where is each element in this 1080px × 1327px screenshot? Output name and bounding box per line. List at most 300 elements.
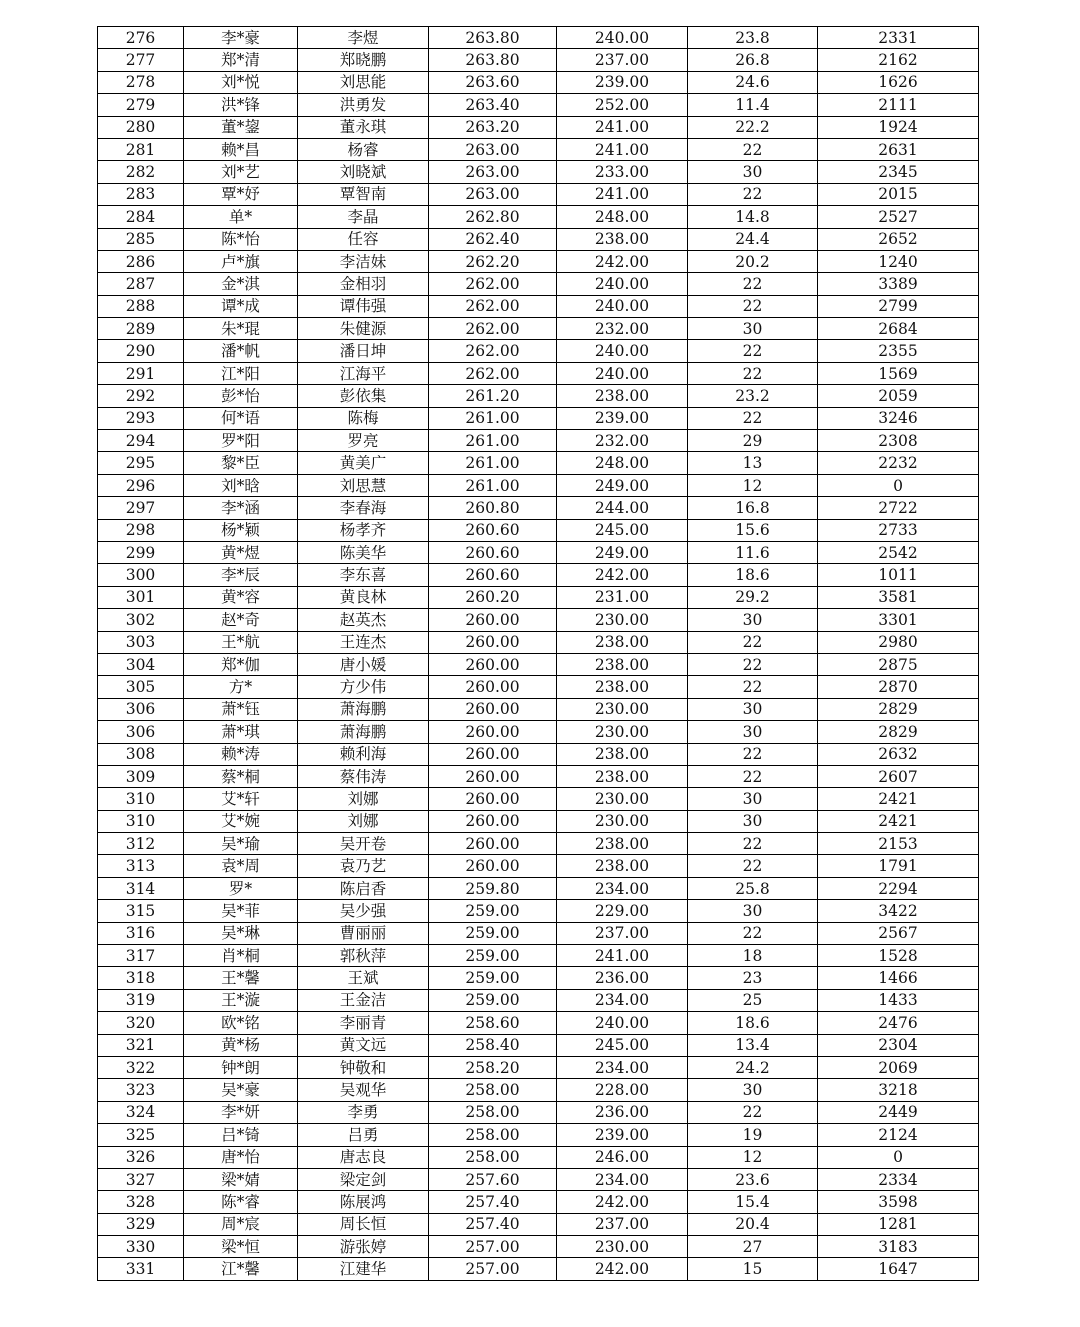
points-cell: 1791	[818, 855, 979, 877]
base-score-cell: 237.00	[557, 1213, 688, 1235]
table-row	[98, 945, 979, 967]
base-score-cell: 240.00	[557, 273, 688, 295]
points-cell: 2232	[818, 452, 979, 474]
points-cell: 2331	[818, 27, 979, 49]
total-score-cell: 263.20	[429, 116, 557, 138]
rank-cell: 296	[98, 474, 184, 496]
parent-name-cell: 陈启香	[298, 877, 429, 899]
table-row	[98, 698, 979, 720]
total-score-cell: 257.60	[429, 1168, 557, 1190]
total-score-cell: 260.00	[429, 676, 557, 698]
base-score-cell: 238.00	[557, 676, 688, 698]
student-name-cell: 艾*婉	[184, 810, 298, 832]
table-row	[98, 385, 979, 407]
table-row	[98, 295, 979, 317]
points-cell: 2308	[818, 430, 979, 452]
table-row	[98, 833, 979, 855]
rank-cell: 321	[98, 1034, 184, 1056]
total-score-cell: 261.00	[429, 430, 557, 452]
table-row	[98, 1034, 979, 1056]
bonus-score-cell: 11.4	[688, 94, 818, 116]
bonus-score-cell: 16.8	[688, 497, 818, 519]
table-row	[98, 1124, 979, 1146]
points-cell: 0	[818, 474, 979, 496]
rank-cell: 295	[98, 452, 184, 474]
parent-name-cell: 江建华	[298, 1258, 429, 1280]
student-name-cell: 艾*轩	[184, 788, 298, 810]
rank-cell: 331	[98, 1258, 184, 1280]
student-name-cell: 李*涵	[184, 497, 298, 519]
rank-cell: 287	[98, 273, 184, 295]
parent-name-cell: 朱健源	[298, 318, 429, 340]
base-score-cell: 233.00	[557, 161, 688, 183]
student-name-cell: 梁*婧	[184, 1168, 298, 1190]
bonus-score-cell: 22	[688, 183, 818, 205]
base-score-cell: 239.00	[557, 407, 688, 429]
bonus-score-cell: 30	[688, 609, 818, 631]
ranking-table-body	[98, 27, 979, 1281]
student-name-cell: 陈*睿	[184, 1191, 298, 1213]
bonus-score-cell: 22	[688, 631, 818, 653]
table-row	[98, 631, 979, 653]
base-score-cell: 248.00	[557, 452, 688, 474]
parent-name-cell: 杨孝齐	[298, 519, 429, 541]
points-cell: 3389	[818, 273, 979, 295]
rank-cell: 306	[98, 698, 184, 720]
parent-name-cell: 唐志良	[298, 1146, 429, 1168]
parent-name-cell: 李晶	[298, 206, 429, 228]
total-score-cell: 259.00	[429, 945, 557, 967]
base-score-cell: 238.00	[557, 631, 688, 653]
parent-name-cell: 陈美华	[298, 541, 429, 563]
parent-name-cell: 刘思慧	[298, 474, 429, 496]
total-score-cell: 262.00	[429, 340, 557, 362]
table-row	[98, 967, 979, 989]
bonus-score-cell: 24.2	[688, 1056, 818, 1078]
total-score-cell: 258.00	[429, 1124, 557, 1146]
base-score-cell: 242.00	[557, 1191, 688, 1213]
rank-cell: 282	[98, 161, 184, 183]
student-name-cell: 黄*杨	[184, 1034, 298, 1056]
student-name-cell: 江*阳	[184, 362, 298, 384]
total-score-cell: 258.40	[429, 1034, 557, 1056]
points-cell: 3422	[818, 900, 979, 922]
points-cell: 1466	[818, 967, 979, 989]
rank-cell: 310	[98, 810, 184, 832]
rank-cell: 304	[98, 653, 184, 675]
parent-name-cell: 李东喜	[298, 564, 429, 586]
parent-name-cell: 陈梅	[298, 407, 429, 429]
base-score-cell: 241.00	[557, 945, 688, 967]
bonus-score-cell: 30	[688, 698, 818, 720]
student-name-cell: 潘*帆	[184, 340, 298, 362]
rank-cell: 322	[98, 1056, 184, 1078]
rank-cell: 289	[98, 318, 184, 340]
bonus-score-cell: 27	[688, 1236, 818, 1258]
total-score-cell: 259.00	[429, 967, 557, 989]
points-cell: 1433	[818, 989, 979, 1011]
total-score-cell: 260.60	[429, 541, 557, 563]
points-cell: 1626	[818, 71, 979, 93]
points-cell: 2875	[818, 653, 979, 675]
rank-cell: 288	[98, 295, 184, 317]
bonus-score-cell: 30	[688, 161, 818, 183]
table-row	[98, 1101, 979, 1123]
table-row	[98, 1213, 979, 1235]
table-row	[98, 788, 979, 810]
base-score-cell: 240.00	[557, 295, 688, 317]
rank-cell: 299	[98, 541, 184, 563]
points-cell: 2449	[818, 1101, 979, 1123]
student-name-cell: 李*妍	[184, 1101, 298, 1123]
student-name-cell: 吴*瑜	[184, 833, 298, 855]
points-cell: 2733	[818, 519, 979, 541]
bonus-score-cell: 30	[688, 810, 818, 832]
points-cell: 1569	[818, 362, 979, 384]
parent-name-cell: 赖利海	[298, 743, 429, 765]
total-score-cell: 261.00	[429, 407, 557, 429]
base-score-cell: 238.00	[557, 385, 688, 407]
total-score-cell: 263.00	[429, 183, 557, 205]
parent-name-cell: 李勇	[298, 1101, 429, 1123]
bonus-score-cell: 24.6	[688, 71, 818, 93]
table-row	[98, 206, 979, 228]
table-row	[98, 407, 979, 429]
total-score-cell: 258.60	[429, 1012, 557, 1034]
parent-name-cell: 郭秋萍	[298, 945, 429, 967]
rank-cell: 327	[98, 1168, 184, 1190]
bonus-score-cell: 18.6	[688, 1012, 818, 1034]
rank-cell: 300	[98, 564, 184, 586]
points-cell: 2652	[818, 228, 979, 250]
student-name-cell: 吕*锜	[184, 1124, 298, 1146]
base-score-cell: 234.00	[557, 1168, 688, 1190]
points-cell: 2124	[818, 1124, 979, 1146]
parent-name-cell: 李煜	[298, 27, 429, 49]
parent-name-cell: 彭依集	[298, 385, 429, 407]
points-cell: 1528	[818, 945, 979, 967]
student-name-cell: 李*豪	[184, 27, 298, 49]
parent-name-cell: 游张婷	[298, 1236, 429, 1258]
parent-name-cell: 刘思能	[298, 71, 429, 93]
base-score-cell: 234.00	[557, 1056, 688, 1078]
points-cell: 3246	[818, 407, 979, 429]
bonus-score-cell: 30	[688, 1079, 818, 1101]
parent-name-cell: 李春海	[298, 497, 429, 519]
table-row	[98, 609, 979, 631]
total-score-cell: 259.00	[429, 989, 557, 1011]
bonus-score-cell: 23.8	[688, 27, 818, 49]
base-score-cell: 237.00	[557, 922, 688, 944]
points-cell: 1647	[818, 1258, 979, 1280]
base-score-cell: 240.00	[557, 27, 688, 49]
base-score-cell: 238.00	[557, 833, 688, 855]
table-row	[98, 1168, 979, 1190]
student-name-cell: 梁*恒	[184, 1236, 298, 1258]
parent-name-cell: 刘娜	[298, 810, 429, 832]
rank-cell: 326	[98, 1146, 184, 1168]
student-name-cell: 谭*成	[184, 295, 298, 317]
student-name-cell: 赖*涛	[184, 743, 298, 765]
base-score-cell: 240.00	[557, 362, 688, 384]
parent-name-cell: 黄良林	[298, 586, 429, 608]
student-name-cell: 黎*臣	[184, 452, 298, 474]
bonus-score-cell: 23	[688, 967, 818, 989]
bonus-score-cell: 24.4	[688, 228, 818, 250]
total-score-cell: 263.00	[429, 161, 557, 183]
points-cell: 2607	[818, 765, 979, 787]
student-name-cell: 罗*阳	[184, 430, 298, 452]
parent-name-cell: 吕勇	[298, 1124, 429, 1146]
parent-name-cell: 王金洁	[298, 989, 429, 1011]
student-name-cell: 覃*妤	[184, 183, 298, 205]
student-name-cell: 黄*煜	[184, 541, 298, 563]
total-score-cell: 257.40	[429, 1213, 557, 1235]
parent-name-cell: 梁定剑	[298, 1168, 429, 1190]
total-score-cell: 259.80	[429, 877, 557, 899]
parent-name-cell: 任容	[298, 228, 429, 250]
points-cell: 2980	[818, 631, 979, 653]
parent-name-cell: 黄美广	[298, 452, 429, 474]
base-score-cell: 240.00	[557, 340, 688, 362]
table-row	[98, 27, 979, 49]
base-score-cell: 237.00	[557, 49, 688, 71]
base-score-cell: 236.00	[557, 967, 688, 989]
rank-cell: 316	[98, 922, 184, 944]
base-score-cell: 236.00	[557, 1101, 688, 1123]
student-name-cell: 何*语	[184, 407, 298, 429]
base-score-cell: 241.00	[557, 183, 688, 205]
points-cell: 2015	[818, 183, 979, 205]
base-score-cell: 239.00	[557, 71, 688, 93]
rank-cell: 280	[98, 116, 184, 138]
parent-name-cell: 陈展鸿	[298, 1191, 429, 1213]
student-name-cell: 董*鋆	[184, 116, 298, 138]
total-score-cell: 260.00	[429, 631, 557, 653]
parent-name-cell: 袁乃艺	[298, 855, 429, 877]
bonus-score-cell: 15.6	[688, 519, 818, 541]
table-row	[98, 474, 979, 496]
points-cell: 2421	[818, 788, 979, 810]
rank-cell: 325	[98, 1124, 184, 1146]
base-score-cell: 230.00	[557, 609, 688, 631]
table-row	[98, 497, 979, 519]
points-cell: 2355	[818, 340, 979, 362]
total-score-cell: 260.00	[429, 765, 557, 787]
bonus-score-cell: 30	[688, 721, 818, 743]
rank-cell: 294	[98, 430, 184, 452]
table-row	[98, 877, 979, 899]
rank-cell: 315	[98, 900, 184, 922]
table-row	[98, 721, 979, 743]
table-row	[98, 586, 979, 608]
total-score-cell: 260.00	[429, 855, 557, 877]
points-cell: 0	[818, 1146, 979, 1168]
rank-cell: 285	[98, 228, 184, 250]
student-name-cell: 单*	[184, 206, 298, 228]
points-cell: 2476	[818, 1012, 979, 1034]
rank-cell: 281	[98, 138, 184, 160]
bonus-score-cell: 15	[688, 1258, 818, 1280]
parent-name-cell: 潘日坤	[298, 340, 429, 362]
points-cell: 2542	[818, 541, 979, 563]
parent-name-cell: 刘晓斌	[298, 161, 429, 183]
points-cell: 2162	[818, 49, 979, 71]
bonus-score-cell: 23.2	[688, 385, 818, 407]
rank-cell: 278	[98, 71, 184, 93]
rank-cell: 324	[98, 1101, 184, 1123]
parent-name-cell: 刘娜	[298, 788, 429, 810]
total-score-cell: 262.00	[429, 273, 557, 295]
total-score-cell: 263.00	[429, 138, 557, 160]
points-cell: 2304	[818, 1034, 979, 1056]
base-score-cell: 248.00	[557, 206, 688, 228]
base-score-cell: 230.00	[557, 810, 688, 832]
parent-name-cell: 方少伟	[298, 676, 429, 698]
total-score-cell: 262.40	[429, 228, 557, 250]
points-cell: 1924	[818, 116, 979, 138]
student-name-cell: 刘*晗	[184, 474, 298, 496]
rank-cell: 277	[98, 49, 184, 71]
student-name-cell: 江*馨	[184, 1258, 298, 1280]
rank-cell: 309	[98, 765, 184, 787]
rank-cell: 308	[98, 743, 184, 765]
rank-cell: 317	[98, 945, 184, 967]
points-cell: 1240	[818, 250, 979, 272]
student-name-cell: 方*	[184, 676, 298, 698]
bonus-score-cell: 29.2	[688, 586, 818, 608]
rank-cell: 298	[98, 519, 184, 541]
rank-cell: 290	[98, 340, 184, 362]
table-row	[98, 430, 979, 452]
student-name-cell: 萧*琪	[184, 721, 298, 743]
points-cell: 2632	[818, 743, 979, 765]
bonus-score-cell: 22	[688, 407, 818, 429]
table-row	[98, 810, 979, 832]
points-cell: 2567	[818, 922, 979, 944]
table-row	[98, 94, 979, 116]
student-name-cell: 萧*钰	[184, 698, 298, 720]
base-score-cell: 238.00	[557, 765, 688, 787]
total-score-cell: 262.20	[429, 250, 557, 272]
base-score-cell: 238.00	[557, 743, 688, 765]
points-cell: 2870	[818, 676, 979, 698]
table-row	[98, 250, 979, 272]
bonus-score-cell: 22	[688, 833, 818, 855]
bonus-score-cell: 12	[688, 474, 818, 496]
base-score-cell: 242.00	[557, 1258, 688, 1280]
base-score-cell: 245.00	[557, 519, 688, 541]
student-name-cell: 王*馨	[184, 967, 298, 989]
table-row	[98, 922, 979, 944]
total-score-cell: 259.00	[429, 922, 557, 944]
bonus-score-cell: 11.6	[688, 541, 818, 563]
bonus-score-cell: 13	[688, 452, 818, 474]
total-score-cell: 260.00	[429, 833, 557, 855]
student-name-cell: 陈*怡	[184, 228, 298, 250]
table-row	[98, 676, 979, 698]
table-row	[98, 541, 979, 563]
table-row	[98, 743, 979, 765]
table-row	[98, 138, 979, 160]
rank-cell: 286	[98, 250, 184, 272]
table-row	[98, 452, 979, 474]
total-score-cell: 260.00	[429, 810, 557, 832]
parent-name-cell: 黄文远	[298, 1034, 429, 1056]
base-score-cell: 238.00	[557, 855, 688, 877]
total-score-cell: 263.40	[429, 94, 557, 116]
rank-cell: 328	[98, 1191, 184, 1213]
total-score-cell: 258.00	[429, 1101, 557, 1123]
base-score-cell: 241.00	[557, 116, 688, 138]
parent-name-cell: 唐小媛	[298, 653, 429, 675]
parent-name-cell: 李洁妹	[298, 250, 429, 272]
base-score-cell: 230.00	[557, 788, 688, 810]
rank-cell: 314	[98, 877, 184, 899]
student-name-cell: 洪*锋	[184, 94, 298, 116]
parent-name-cell: 吴开卷	[298, 833, 429, 855]
base-score-cell: 234.00	[557, 989, 688, 1011]
total-score-cell: 263.60	[429, 71, 557, 93]
rank-cell: 284	[98, 206, 184, 228]
parent-name-cell: 郑晓鹏	[298, 49, 429, 71]
total-score-cell: 262.00	[429, 362, 557, 384]
total-score-cell: 261.20	[429, 385, 557, 407]
points-cell: 2799	[818, 295, 979, 317]
parent-name-cell: 董永琪	[298, 116, 429, 138]
total-score-cell: 260.00	[429, 698, 557, 720]
student-name-cell: 刘*悦	[184, 71, 298, 93]
base-score-cell: 238.00	[557, 228, 688, 250]
student-name-cell: 蔡*桐	[184, 765, 298, 787]
rank-cell: 312	[98, 833, 184, 855]
parent-name-cell: 江海平	[298, 362, 429, 384]
total-score-cell: 259.00	[429, 900, 557, 922]
base-score-cell: 234.00	[557, 877, 688, 899]
total-score-cell: 263.80	[429, 49, 557, 71]
rank-cell: 297	[98, 497, 184, 519]
total-score-cell: 258.00	[429, 1146, 557, 1168]
table-row	[98, 49, 979, 71]
parent-name-cell: 赵英杰	[298, 609, 429, 631]
total-score-cell: 260.80	[429, 497, 557, 519]
base-score-cell: 249.00	[557, 541, 688, 563]
table-row	[98, 340, 979, 362]
rank-cell: 303	[98, 631, 184, 653]
bonus-score-cell: 29	[688, 430, 818, 452]
points-cell: 2722	[818, 497, 979, 519]
parent-name-cell: 王斌	[298, 967, 429, 989]
table-row	[98, 765, 979, 787]
points-cell: 2334	[818, 1168, 979, 1190]
student-name-cell: 王*航	[184, 631, 298, 653]
student-name-cell: 金*淇	[184, 273, 298, 295]
bonus-score-cell: 22	[688, 653, 818, 675]
base-score-cell: 228.00	[557, 1079, 688, 1101]
student-name-cell: 卢*旗	[184, 250, 298, 272]
base-score-cell: 245.00	[557, 1034, 688, 1056]
bonus-score-cell: 25	[688, 989, 818, 1011]
parent-name-cell: 钟敬和	[298, 1056, 429, 1078]
table-row	[98, 318, 979, 340]
points-cell: 2111	[818, 94, 979, 116]
table-row	[98, 1012, 979, 1034]
rank-cell: 320	[98, 1012, 184, 1034]
student-name-cell: 吴*豪	[184, 1079, 298, 1101]
rank-cell: 276	[98, 27, 184, 49]
bonus-score-cell: 18	[688, 945, 818, 967]
table-row	[98, 228, 979, 250]
